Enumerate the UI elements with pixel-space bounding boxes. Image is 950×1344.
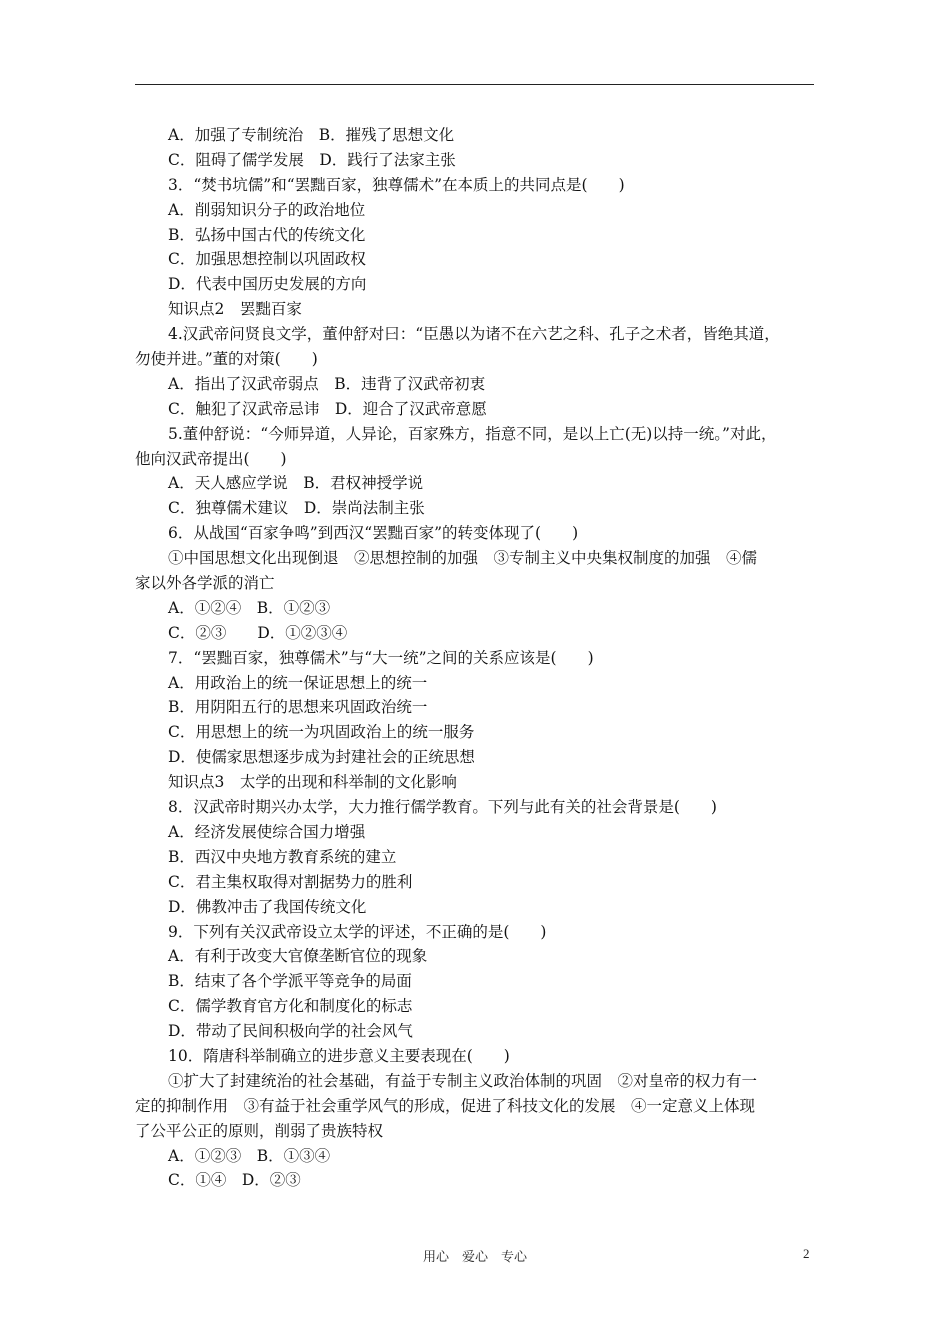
text-line: D．代表中国历史发展的方向 (168, 275, 367, 294)
text-line: C．触犯了汉武帝忌讳 D．迎合了汉武帝意愿 (168, 399, 487, 418)
text-line: A．天人感应学说 B．君权神授学说 (168, 474, 424, 493)
text-line: C．加强思想控制以巩固政权 (168, 250, 366, 269)
document-body (135, 123, 815, 1193)
text-line: C．君主集权取得对割据势力的胜利 (168, 872, 413, 891)
text-line: 10．隋唐科举制确立的进步意义主要表现在( ) (168, 1046, 510, 1065)
text-line: B．结束了各个学派平等竞争的局面 (168, 972, 412, 991)
text-line: B．弘扬中国古代的传统文化 (168, 225, 366, 244)
text-line: 了公平公正的原则，削弱了贵族特权 (135, 1121, 384, 1140)
text-line: D．佛教冲击了我国传统文化 (168, 897, 367, 916)
text-line: D．带动了民间积极向学的社会风气 (168, 1022, 413, 1041)
text-line: 9．下列有关汉武帝设立太学的评述，不正确的是( ) (168, 922, 547, 941)
text-line: A．指出了汉武帝弱点 B．违背了汉武帝初衷 (168, 374, 486, 393)
text-line: B．西汉中央地方教育系统的建立 (168, 847, 397, 866)
text-line: A．加强了专制统治 B．摧残了思想文化 (168, 126, 455, 144)
text-line: A．用政治上的统一保证思想上的统一 (168, 673, 428, 692)
text-line: 家以外各学派的消亡 (135, 574, 275, 593)
text-line: C．①④ D．②③ (168, 1171, 301, 1190)
text-line: 4.汉武帝问贤良文学，董仲舒对曰：“臣愚以为诸不在六艺之科、孔子之术者，皆绝其道， (168, 325, 780, 344)
text-line: D．使儒家思想逐步成为封建社会的正统思想 (168, 748, 475, 767)
text-line: 5.董仲舒说：“今师异道，人异论，百家殊方，指意不同，是以上亡(无)以持一统。”对此， (168, 424, 777, 443)
text-line: 3．“焚书坑儒”和“罢黜百家，独尊儒术”在本质上的共同点是( ) (168, 175, 625, 194)
text-line: A．①②③ B．①③④ (168, 1146, 331, 1165)
text-line: C．儒学教育官方化和制度化的标志 (168, 997, 413, 1016)
page-number: 2 (803, 1246, 810, 1261)
text-line: 他向汉武帝提出( ) (135, 449, 287, 468)
text-line: A．①②④ B．①②③ (168, 598, 331, 617)
text-line: C．独尊儒术建议 D．崇尚法制主张 (168, 499, 425, 518)
text-line: 定的抑制作用 ③有益于社会重学风气的形成，促进了科技文化的发展 ④一定意义上体现 (135, 1096, 756, 1115)
text-line: 6．从战国“百家争鸣”到西汉“罢黜百家”的转变体现了( ) (168, 524, 579, 543)
text-line: ①中国思想文化出现倒退 ②思想控制的加强 ③专制主义中央集权制度的加强 ④儒 (168, 549, 758, 568)
text-line: 勿使并进。”董的对策( ) (135, 350, 318, 369)
text-line: 知识点3 太学的出现和科举制的文化影响 (168, 773, 457, 792)
text-line: B．用阴阳五行的思想来巩固政治统一 (168, 698, 428, 717)
text-line: A．削弱知识分子的政治地位 (168, 200, 366, 219)
text-line: C．②③ D．①②③④ (168, 623, 348, 642)
text-line: ①扩大了封建统治的社会基础，有益于专制主义政治体制的巩固 ②对皇帝的权力有一 (168, 1071, 758, 1090)
text-line: C．阻碍了儒学发展 D．践行了法家主张 (168, 150, 456, 169)
text-line: 知识点2 罢黜百家 (168, 300, 302, 319)
text-line: A．经济发展使综合国力增强 (168, 822, 366, 841)
text-line: C．用思想上的统一为巩固政治上的统一服务 (168, 723, 475, 742)
text-line: 7．“罢黜百家，独尊儒术”与“大一统”之间的关系应该是( ) (168, 648, 594, 667)
header-rule (135, 84, 814, 85)
page-footer: 用心 爱心 专心 (422, 1250, 527, 1265)
text-line: 8．汉武帝时期兴办太学，大力推行儒学教育。下列与此有关的社会背景是( ) (168, 798, 717, 817)
text-line: A．有利于改变大官僚垄断官位的现象 (168, 947, 428, 966)
